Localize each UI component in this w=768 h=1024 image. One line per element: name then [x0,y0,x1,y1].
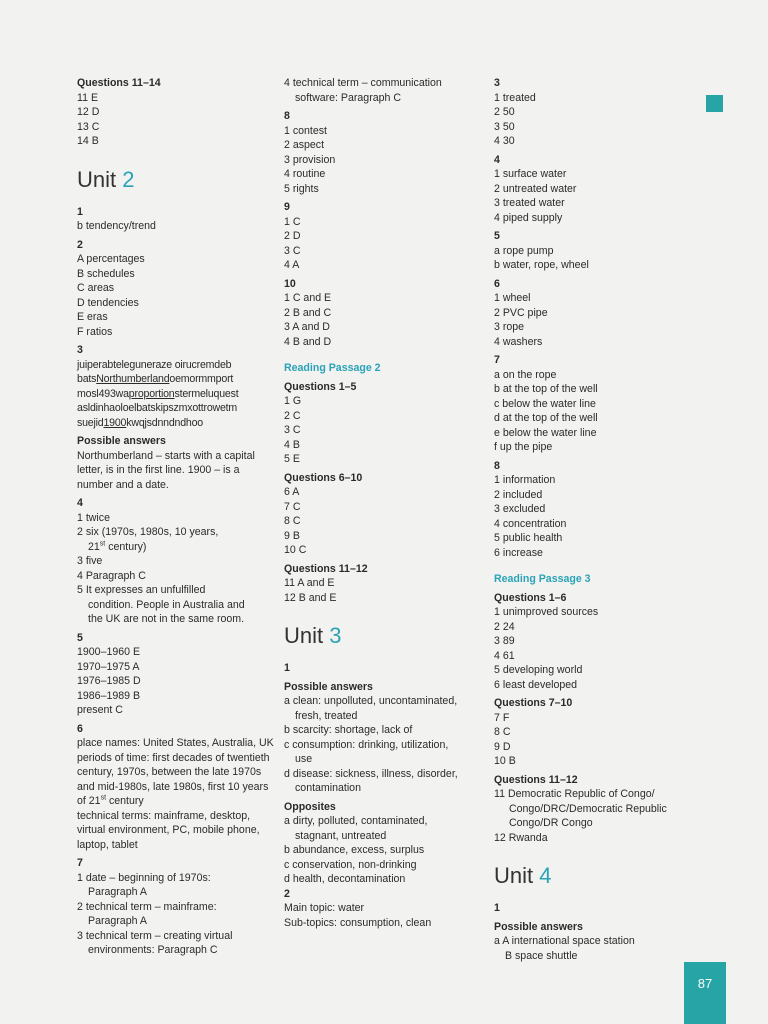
underlined-word: Northumberland [96,373,170,385]
list-item: 11 A and E [284,577,335,589]
section-9-heading: 9 [284,201,290,213]
column-2 [284,76,484,930]
list-item: 4 B [284,438,300,451]
list-item: 2 24 [494,620,515,633]
list-item: 7 F [494,711,510,724]
possible-answers-heading: Possible answers [284,680,373,693]
list-item: 1976–1985 D [77,675,141,687]
heading-q11-12: Questions 11–12 [284,562,368,575]
list-item-cont: 21st century) [88,539,147,553]
grid-line: mosl493waproportionstermeluquest [77,387,239,400]
section-8-heading: 8 [494,459,500,472]
list-item: Main topic: water [284,902,365,914]
list-item-cont: condition. People in Australia and [88,598,245,611]
list-item: 4 61 [494,649,515,662]
list-item: d at the top of the well [494,412,598,424]
heading-q7-10: Questions 7–10 [494,697,573,709]
list-item: 5 E [284,453,300,465]
list-item: 11 E [77,91,99,104]
list-item: e below the water line [494,426,597,439]
section-2-heading: 2 [284,887,290,900]
list-item: 4 B and D [284,335,332,348]
list-item-cont: Paragraph A [88,915,147,927]
list-item-cont: Congo/DRC/Democratic Republic [509,802,667,815]
list-item: 4 Paragraph C [77,569,146,582]
list-item: 1 C [284,215,301,228]
section-1-heading: 1 [284,662,290,674]
list-item: B schedules [77,267,135,280]
list-item: 1 unimproved sources [494,606,599,618]
list-item-cont: the UK are not in the same room. [88,613,245,625]
list-item: 12 D [77,106,100,118]
list-q11-14 [77,91,277,149]
unit-word: Unit [494,863,534,888]
list-item: c conservation, non-drinking [284,858,417,871]
section-5-heading: 5 [494,230,500,242]
list-item: 2 technical term – mainframe: [77,900,217,913]
list-item: 12 Rwanda [494,831,548,844]
list-item: 8 C [284,515,301,527]
list-item: d disease: sickness, illness, disorder, [284,767,458,780]
list-item: 1 date – beginning of 1970s: [77,871,211,884]
section-4-heading: 4 [494,153,500,166]
list-item: 1 wheel [494,292,531,304]
list-item: 4 washers [494,335,543,348]
list-item: 3 treated water [494,197,565,209]
list-item: 3 50 [494,120,515,133]
list-item: d health, decontamination [284,873,406,885]
column-1 [77,76,277,958]
list-item: 1900–1960 E [77,646,141,658]
section-6-heading: 6 [494,277,500,290]
grid-line: juiperabteleguneraze oirucremdeb [77,358,232,371]
heading-q11-12: Questions 11–12 [494,773,578,786]
list-item: c below the water line [494,397,596,410]
list-item: c consumption: drinking, utilization, [284,738,449,751]
list-item: 4 piped supply [494,211,563,224]
list-item-cont: environments: Paragraph C [88,944,218,956]
list-item: 2 untreated water [494,182,577,195]
list-item: 2 B and C [284,306,332,319]
list-item: 12 B and E [284,591,337,604]
list-item-cont: Paragraph A [88,886,147,898]
list-item: 2 PVC pipe [494,306,548,319]
list-item: 4 A [284,259,300,271]
list-item: 7 C [284,500,301,513]
list-item: 9 D [494,740,511,753]
unit-4-title [494,863,706,889]
list-item: 2 C [284,409,301,422]
list-item: 1 treated [494,91,536,104]
page-number: 87 [684,962,726,1024]
list-item: 5 It expresses an unfulfilled [77,584,206,596]
list-item: 5 public health [494,532,563,544]
list-item: 3 A and D [284,321,330,333]
section-6-heading: 6 [77,722,83,735]
list-item: E eras [77,311,108,323]
list-item: 4 concentration [494,517,567,530]
possible-answers-heading: Possible answers [494,920,583,933]
grid-line: asldinhaoloelbatskipszmxottrowetm [77,402,238,414]
section-8-heading: 8 [284,110,290,122]
list-item: F ratios [77,325,113,338]
section-1-heading: 1 [494,902,500,914]
list-item: 8 C [494,726,511,738]
list-item: 2 six (1970s, 1980s, 10 years, [77,526,219,538]
list-item-cont: fresh, treated [295,709,358,722]
list-item: 1 C and E [284,292,332,304]
list-item: 1 information [494,474,556,486]
list-item: 13 C [77,120,100,133]
heading-q6-10: Questions 6–10 [284,471,363,484]
unit-word: Unit [77,166,117,192]
section-1-heading: 1 [77,205,83,218]
list-item: b water, rope, wheel [494,259,589,271]
list-item: a on the rope [494,368,557,381]
list-item: 4 routine [284,168,326,180]
section-3-heading: 3 [494,77,500,89]
section-3-heading: 3 [77,344,83,356]
unit-number: 4 [539,863,552,888]
unit-number: 2 [122,166,135,192]
list-item: 9 B [284,529,300,542]
list-item: 5 rights [284,182,319,195]
list-item: 11 Democratic Republic of Congo/ [494,788,655,800]
list-item: a dirty, polluted, contaminated, [284,815,428,827]
list-item: 2 50 [494,106,515,118]
list-item-cont: B space shuttle [505,949,578,962]
section-10-heading: 10 [284,277,296,290]
reading-passage-3-heading: Reading Passage 3 [494,573,591,585]
list-item: 4 30 [494,135,515,147]
list-item-cont: stagnant, untreated [295,829,387,842]
unit-number: 3 [329,623,342,648]
list-item-cont: contamination [295,782,361,794]
list-item: A percentages [77,253,145,265]
list-item: 6 least developed [494,678,578,691]
list-item: 2 included [494,488,543,501]
unit-2-title [77,167,277,193]
list-item: 3 C [284,244,301,257]
list-item: 1986–1989 B [77,689,141,702]
section-4-heading: 4 [77,497,83,509]
section-5-heading: 5 [77,631,83,644]
list-item: b tendency/trend [77,220,156,232]
list-item: 1 G [284,395,302,407]
list-item: C areas [77,282,115,294]
heading-q1-5: Questions 1–5 [284,380,357,393]
underlined-word: proportion [128,387,175,400]
list-item: 3 five [77,555,103,567]
column-3 [494,76,706,963]
list-item: 6 increase [494,546,543,559]
reading-passage-2-heading: Reading Passage 2 [284,362,381,374]
section-7-heading: 7 [494,354,500,366]
list-item: b abundance, excess, surplus [284,844,425,856]
opposites-heading: Opposites [284,800,336,813]
underlined-word: 1900 [103,416,127,429]
list-item-cont: use [295,753,313,765]
unit-3-title [284,623,484,649]
list-item: 6 A [284,486,300,498]
list-item-cont: software: Paragraph C [295,91,401,104]
list-item: 3 excluded [494,503,546,515]
list-item: 5 developing world [494,664,583,676]
list-item: 14 B [77,135,99,147]
list-item: b at the top of the well [494,383,598,395]
list-item: 1 twice [77,511,110,524]
list-item: 3 89 [494,635,515,647]
list-item: a rope pump [494,244,554,257]
list-item: 4 technical term – communication [284,77,442,89]
list-item: Sub-topics: consumption, clean [284,916,432,929]
list-item: 1970–1975 A [77,660,140,673]
list-item-cont: Congo/DR Congo [509,817,593,829]
list-item: f up the pipe [494,441,553,453]
list-item: 3 rope [494,321,525,333]
list-item: a clean: unpolluted, uncontaminated, [284,695,458,707]
list-item: 10 B [494,755,516,767]
heading-q1-6: Questions 1–6 [494,591,567,604]
list-item: 1 surface water [494,168,567,180]
list-item: 3 technical term – creating virtual [77,929,233,942]
paragraph: periods of time: first decades of twentieth century, 1970s, between the late 1970s and mid-1980s, late 1980s, first 10 years of 21st century [77,751,270,807]
paragraph: place names: United States, Australia, UK [77,737,274,749]
section-7-heading: 7 [77,857,83,869]
word-grid [77,358,277,431]
list-item: 1 contest [284,124,327,137]
section-2-heading: 2 [77,238,83,251]
possible-answers-text: Northumberland – starts with a capital letter, is in the first line. 1900 – is a number and a date. [77,449,255,491]
paragraph: technical terms: mainframe, desktop, virtual environment, PC, mobile phone, laptop, tablet [77,809,260,851]
list-item: 2 aspect [284,139,325,151]
list-item: 2 D [284,230,301,242]
heading-q11-14: Questions 11–14 [77,77,161,89]
unit-word: Unit [284,623,324,648]
list-item: D tendencies [77,296,139,309]
list-item: a A international space station [494,935,635,947]
list-item: present C [77,704,123,716]
list-item: b scarcity: shortage, lack of [284,724,413,736]
possible-answers-heading: Possible answers [77,435,166,447]
teal-marker [706,95,723,112]
grid-line: batsNorthumberlandoemormmport [77,373,234,385]
list-item: 3 provision [284,153,336,166]
list-item: 3 C [284,424,301,436]
list-item: 10 C [284,544,307,556]
grid-line: suejid1900kwqjsdnndndhoo [77,416,203,429]
